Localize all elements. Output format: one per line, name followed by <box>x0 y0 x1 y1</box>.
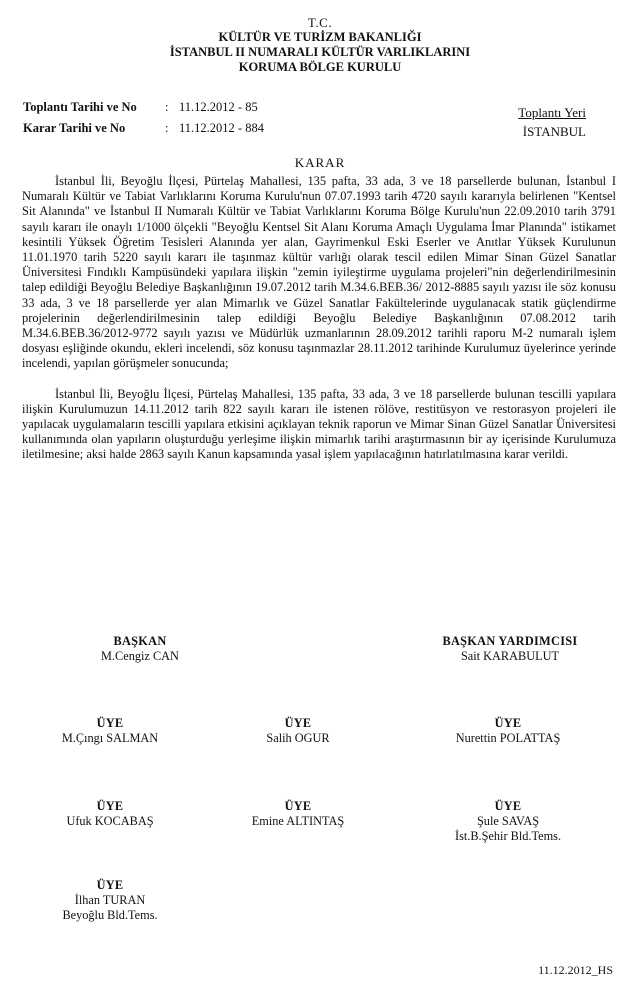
signature-member-2 <box>218 716 378 746</box>
decision-body <box>22 174 616 463</box>
header-board: KORUMA BÖLGE KURULU <box>238 60 402 74</box>
signature-title: ÜYE <box>494 716 522 730</box>
signature-name: M.Çıngı SALMAN <box>61 731 159 745</box>
header-ministry: KÜLTÜR VE TURİZM BAKANLIĞI <box>218 30 422 44</box>
signature-member-4 <box>30 799 190 829</box>
decision-title: KARAR <box>294 155 346 170</box>
decision-value: 11.12.2012 - 884 <box>179 121 264 135</box>
signature-title: BAŞKAN YARDIMCISI <box>442 634 578 648</box>
decision-row <box>23 118 379 139</box>
signature-title: ÜYE <box>96 799 124 813</box>
signature-name: Emine ALTINTAŞ <box>251 814 345 828</box>
signature-chair <box>60 634 220 664</box>
signature-name: Şule SAVAŞ <box>476 814 540 828</box>
signature-title: ÜYE <box>96 878 124 892</box>
decision-label: Karar Tarihi ve No <box>23 121 126 135</box>
meeting-label: Toplantı Tarihi ve No <box>23 100 137 114</box>
meeting-value: 11.12.2012 - 85 <box>179 100 258 114</box>
signature-representation: Beyoğlu Bld.Tems. <box>62 908 158 922</box>
signature-member-1 <box>30 716 190 746</box>
meeting-place <box>518 103 586 141</box>
signature-title: ÜYE <box>284 799 312 813</box>
signature-name: İlhan TURAN <box>74 893 146 907</box>
meeting-meta <box>23 97 379 139</box>
signature-name: M.Cengiz CAN <box>101 649 179 663</box>
signature-representation: İst.B.Şehir Bld.Tems. <box>454 829 562 843</box>
signature-name: Salih OGUR <box>266 731 330 745</box>
signature-title: ÜYE <box>284 716 312 730</box>
signature-name: Ufuk KOCABAŞ <box>66 814 154 828</box>
signature-member-5 <box>218 799 378 829</box>
paragraph-2: İstanbul İli, Beyoğlu İlçesi, Pürtelaş Mahallesi, 135 pafta, 33 ada, 3 ve 18 parsellerde bulunan tescilli yapılara ilişkin Kurulumuzun 14.11.2012 tarih 822 sayılı kararı ile istenen rölöve, restitüsyon ve restorasyon projeleri ile yapılacak uygulamaların tescilli yapılara etkisini açıklayan teknik raporun ve Mimar Sinan Güzel Sanatlar Üniversitesi kullanımında olan yapıların oluşturduğu yerleşime ilişkin mimarlık tarihi araştırmasının bir ay içerisinde Kurulumuza iletilmesine; aksi halde 2863 sayılı Kanun kapsamında yasal işlem yapılacağının hatırlatılmasına karar verildi. <box>22 386 616 462</box>
signature-title: ÜYE <box>494 799 522 813</box>
header-office: İSTANBUL II NUMARALI KÜLTÜR VARLIKLARINI <box>169 45 471 59</box>
paragraph-1: İstanbul İli, Beyoğlu İlçesi, Pürtelaş Mahallesi, 135 pafta, 33 ada, 3 ve 18 parsellerde bulunan, İstanbul I Numaralı Kültür ve Tabiat Varlıklarını Koruma Kurulu'nun 07.07.1993 tarih 4720 sayılı kararıyla belirlenen "Kentsel Sit Alanında" ve İstanbul II Numaralı Kültür ve Tabiat Varlıklarını Koruma Bölge Kurulu'nun 22.09.2010 tarih 3791 sayılı kararı ile onaylı 1/1000 ölçekli "Beyoğlu Kentsel Sit Alanı Koruma Amaçlı Uygulama İmar Planında" istikamet kesintili Yüksek Öğretim Tesisleri Alanında yer alan, Gayrimenkul Eski Eserler ve Anıtlar Yüksek Kurulunun 11.01.1970 tarih 5220 sayılı kararı ile taşınmaz kültür varlığı olarak tescil edilen Mimar Sinan Güzel Sanatlar Üniversitesi Fındıklı Kampüsündeki yapılara ilişkin "zemin iyileştirme uygulama projeleri"nin değerlendirilmesinin talep edildiği Beyoğlu Belediye Başkanlığının 19.07.2012 tarih M.34.6.BEB.36/ 2012-8885 sayılı yazısı ile söz konusu 33 ada, 3 ve 18 parsellerde yer alan Mimarlık ve Güzel Sanatlar Fakültelerinde uygulanacak statik güçlendirme projelerinin değerlendirilmesinin talep edildiği Beyoğlu Belediye Başkanlığının 07.08.2012 tarih M.34.6.BEB.36/2012-9772 sayılı yazısı ve Müdürlük uzmanlarının 28.09.2012 tarihli raporu M-2 numaralı işlem dosyası eşliğinde okundu, ekleri incelendi, söz konusu taşınmazlar 28.11.2012 tarihinde Kurulumuz üyelerince yerinde incelendi, yapılan görüşmeler sonucunda; <box>22 174 616 371</box>
place-label: Toplantı Yeri <box>518 105 586 120</box>
signature-member-6 <box>428 799 588 844</box>
document-header <box>0 15 640 75</box>
meeting-row <box>23 97 379 118</box>
signature-title: ÜYE <box>96 716 124 730</box>
meeting-separator: : <box>165 100 169 114</box>
place-value: İSTANBUL <box>522 124 586 139</box>
signature-name: Nurettin POLATTAŞ <box>455 731 561 745</box>
signature-member-7 <box>30 878 190 923</box>
signature-name: Sait KARABULUT <box>460 649 560 663</box>
signature-vice-chair <box>410 634 610 664</box>
decision-separator: : <box>165 121 169 135</box>
signature-title: BAŞKAN <box>113 634 167 648</box>
document-footer-code: 11.12.2012_HS <box>538 963 613 977</box>
signature-member-3 <box>428 716 588 746</box>
header-tc: T.C. <box>307 15 333 30</box>
